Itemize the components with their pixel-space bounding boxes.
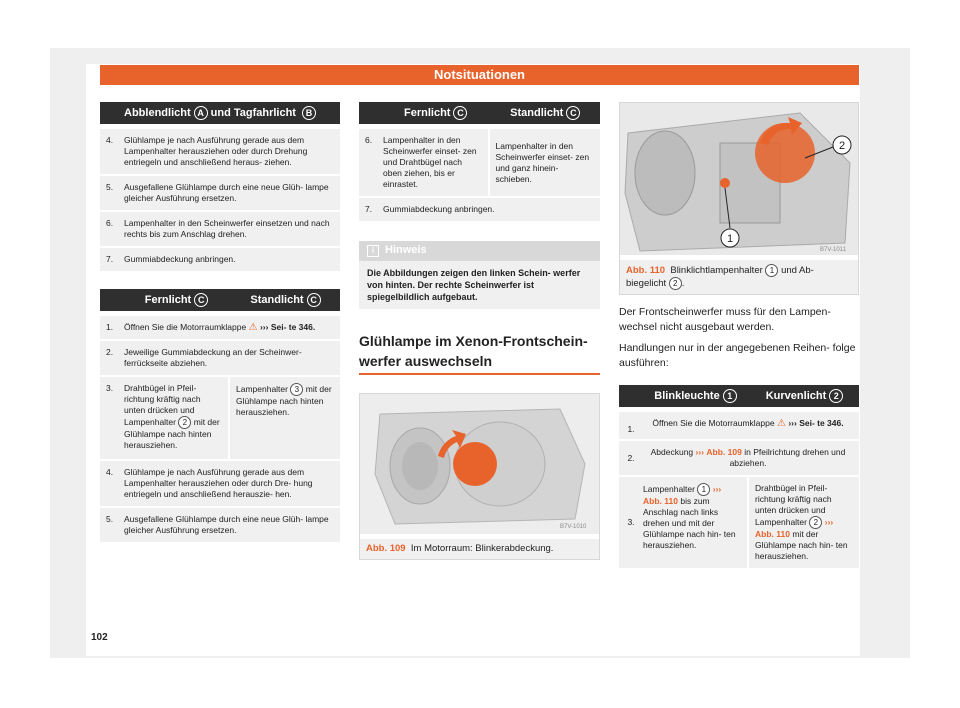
figure-label: Abb. 110 [626, 265, 666, 276]
caption-text: Blinklichtlampenhalter [670, 265, 763, 276]
step-number: 3. [627, 517, 635, 527]
ref-arrow: ››› [259, 322, 269, 332]
page-link[interactable]: Sei- te 346. [799, 418, 844, 428]
step-text-standlicht [228, 377, 340, 459]
hint-text: Die Abbildungen zeigen den linken Schein- werfer von hinten. Der rechte Scheinwerfer ist spiegelbildlich aufgebaut. [359, 261, 600, 309]
step-number: 5. [106, 182, 114, 192]
step-text-a: Öffnen Sie die Motorraumklappe [124, 322, 247, 332]
ref-arrow: ››› [824, 517, 834, 527]
header-standlicht: Standlicht [510, 106, 564, 119]
table-row [100, 176, 340, 212]
mark-1-icon: 1 [765, 264, 778, 277]
section-title: Glühlampe im Xenon-Frontschein- werfer auswechseln [359, 331, 600, 375]
step-text-kurvenlicht [747, 477, 859, 568]
warning-icon: ⚠ [776, 418, 786, 429]
hint-box [359, 241, 600, 309]
figure-109 [359, 393, 600, 560]
table-row [100, 129, 340, 176]
table-row [619, 412, 859, 441]
mark-b-icon: B [302, 106, 316, 120]
text: Abdeckung [650, 447, 694, 457]
table-header-fernlicht [100, 289, 340, 311]
caption-text: und Ab- biegelicht [626, 265, 814, 289]
text: Lampenhalter [236, 384, 288, 394]
step-number: 6. [365, 135, 373, 145]
warning-icon: ⚠ [248, 322, 258, 333]
header-label: Abblendlicht [124, 107, 191, 119]
header-blinkleuchte: Blinkleuchte [654, 389, 720, 402]
figure-label: Abb. 109 [366, 543, 406, 554]
step-number: 3. [106, 383, 114, 393]
body-paragraph: Handlungen nur in der angegebenen Reihen- folge ausführen: [619, 342, 856, 369]
table-row [619, 441, 859, 477]
step-text: Gummiabdeckung anbringen. [124, 254, 236, 264]
mark-c-icon: C [566, 106, 580, 120]
step-number: 1. [627, 424, 635, 434]
header-standlicht: Standlicht [250, 293, 304, 306]
mark-2-icon: 2 [809, 516, 822, 529]
table-row [100, 316, 340, 341]
callout-2: 2 [838, 140, 846, 152]
table-row [100, 341, 340, 377]
step-text [643, 441, 859, 475]
header-kurvenlicht: Kurvenlicht [765, 389, 827, 402]
step-text: Glühlampe je nach Ausführung gerade aus dem Lampenhalter herausziehen oder durch Dre- hung entriegeln und anschließend herauszie- hen. [124, 467, 313, 499]
step-text: Ausgefallene Glühlampe durch eine neue Glüh- lampe gleicher Ausführung ersetzen. [124, 182, 329, 203]
text: mit der Glühlampe nach hinten herausziehen. [124, 417, 220, 450]
table-row [100, 461, 340, 508]
page-link[interactable]: Sei- te 346. [270, 322, 316, 332]
figure-caption [360, 539, 599, 559]
header-mid: und Tagfahrlicht [210, 107, 296, 119]
step-number: 4. [106, 467, 114, 477]
step-text-blinkleuchte [643, 477, 747, 568]
step-text-standlicht: Lampenhalter in den Scheinwerfer einset- zen und ganz hinein- schieben. [488, 129, 601, 196]
left-column [100, 102, 340, 544]
table-header-fernlicht [359, 102, 600, 124]
blinker-table [619, 385, 859, 570]
middle-column [359, 102, 600, 560]
headlight-rear-illustration [620, 103, 858, 255]
step-text-fernlicht [124, 377, 228, 459]
table-header-abblendlicht [100, 102, 340, 124]
step-text-fernlicht: Lampenhalter in den Scheinwerfer einset- zen und Drahtbügel nach oben ziehen, bis er einrastet. [383, 135, 477, 189]
headlight-blinker-cover-illustration [360, 394, 599, 534]
step-text: Jeweilige Gummiabdeckung an der Scheinwer- ferrückseite abziehen. [124, 347, 302, 368]
caption-text: Im Motorraum: Blinkerabdeckung. [410, 543, 554, 554]
step-text [124, 316, 340, 339]
header-fernlicht: Fernlicht [144, 293, 192, 306]
step-number: 5. [106, 514, 114, 524]
step-text-a: Öffnen Sie die Motorraumklappe [652, 418, 775, 428]
figure-code: B7V-1010 [560, 524, 587, 530]
ref-arrow: ››› [788, 418, 797, 428]
callout-1: 1 [726, 233, 734, 245]
text: mit der Glühlampe nach hin- ten herausziehen. [755, 529, 848, 561]
table-row [619, 477, 859, 570]
mark-3-icon: 3 [290, 383, 303, 396]
text: Drahtbügel in Pfeil- richtung kräftig nach unten drücken und Lampenhalter [755, 483, 832, 527]
figure-link[interactable]: Abb. 109 [706, 447, 742, 457]
body-paragraph: Der Frontscheinwerfer muss für den Lampen- wechsel nicht ausgebaut werden. [619, 306, 831, 333]
mark-1-icon: 1 [723, 389, 737, 403]
caption-end: . [681, 278, 685, 289]
hint-title: Hinweis [385, 244, 427, 256]
info-icon: i [367, 245, 379, 257]
step-number: 7. [106, 254, 114, 264]
ref-arrow: ››› [712, 484, 722, 494]
mark-c-icon: C [194, 293, 208, 307]
step-text: Lampenhalter in den Scheinwerfer einsetzen und nach rechts bis zum Anschlag drehen. [124, 218, 330, 239]
step-text: Gummiabdeckung anbringen. [383, 204, 495, 214]
mark-a-icon: A [194, 106, 208, 120]
figure-code: B7V-1011 [820, 247, 846, 253]
mark-2-icon: 2 [178, 416, 191, 429]
step-number: 7. [365, 204, 373, 214]
step-number: 6. [106, 218, 114, 228]
text: mit der Glühlampe nach hinten herausziehen. [236, 384, 332, 417]
figure-110 [619, 102, 859, 295]
table-row [100, 508, 340, 544]
ref-arrow: ››› [695, 447, 705, 457]
figure-link[interactable]: Abb. 110 [643, 496, 678, 506]
figure-caption [620, 260, 858, 294]
table-row [100, 212, 340, 248]
step-text [643, 412, 859, 439]
text: bis zum Anschlag nach links drehen und mit der Glühlampe nach hin- ten herausziehen. [643, 496, 736, 550]
step-text: Glühlampe je nach Ausführung gerade aus dem Lampenhalter herausziehen oder durch Drehung entriegeln und anschließend heraus- ziehen. [124, 135, 308, 167]
text: Drahtbügel in Pfeil- richtung kräftig nach unten drücken und Lampenhalter [124, 383, 201, 427]
step-number: 2. [106, 347, 114, 357]
table-row [359, 129, 600, 198]
table-row [359, 198, 600, 223]
mark-c-icon: C [453, 106, 467, 120]
right-column [619, 102, 859, 570]
table-row [100, 248, 340, 273]
table-header-blinkleuchte [619, 385, 859, 407]
text: Lampenhalter [643, 484, 695, 494]
hint-header [359, 241, 600, 261]
table-row [100, 377, 340, 461]
step-number: 2. [627, 453, 635, 463]
page-number: 102 [91, 632, 108, 643]
mark-1-icon: 1 [697, 483, 710, 496]
mark-c-icon: C [307, 293, 321, 307]
mark-2-icon: 2 [669, 277, 682, 290]
chapter-header: Notsituationen [100, 65, 859, 85]
step-number: 4. [106, 135, 114, 145]
header-fernlicht: Fernlicht [404, 106, 451, 119]
step-text: Ausgefallene Glühlampe durch eine neue Glüh- lampe gleicher Ausführung ersetzen. [124, 514, 329, 535]
text: in Pfeilrichtung drehen und abziehen. [729, 447, 846, 468]
figure-link[interactable]: Abb. 110 [755, 529, 790, 539]
step-number: 1. [106, 322, 114, 332]
mark-2-icon: 2 [829, 389, 843, 403]
